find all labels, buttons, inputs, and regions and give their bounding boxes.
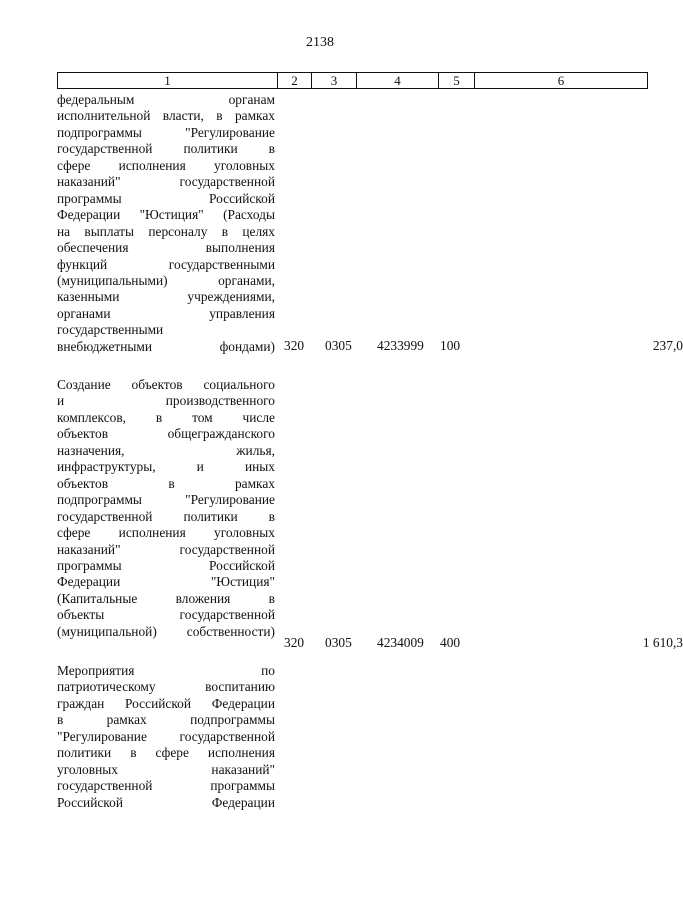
desc-line: исполнительной власти, в рамках (57, 108, 275, 124)
desc-line: (Капитальные вложения в (57, 590, 275, 606)
desc-line: государственной программы (57, 778, 275, 794)
row-description (57, 92, 275, 355)
desc-line: программы Российской (57, 557, 275, 573)
desc-line: федеральным органам (57, 92, 275, 107)
header-col-1: 1 (58, 73, 278, 88)
desc-line: объектов в рамках (57, 475, 275, 491)
desc-line: сфере исполнения уголовных (57, 525, 275, 541)
desc-line: объекты государственной (57, 607, 275, 623)
value-vr: 100 (440, 338, 461, 353)
desc-line: казенными учреждениями, (57, 289, 275, 305)
value-rz: 320 (284, 635, 305, 650)
desc-line: сфере исполнения уголовных (57, 157, 275, 173)
desc-line: программы Российской (57, 190, 275, 206)
desc-line: в рамках подпрограммы (57, 712, 275, 728)
desc-line: Федерации "Юстиция" (57, 574, 275, 590)
desc-line: объектов общегражданского (57, 426, 275, 442)
value-pr: 0305 (325, 635, 352, 650)
desc-line: государственной политики в (57, 508, 275, 524)
table-header (57, 72, 648, 89)
value-csr: 4233999 (377, 338, 424, 353)
header-col-5: 5 (439, 73, 475, 88)
desc-line: комплексов, в том числе (57, 409, 275, 425)
desc-line: назначения, жилья, (57, 442, 275, 458)
desc-line: инфраструктуры, и иных (57, 459, 275, 475)
desc-line: и производственного (57, 393, 275, 409)
desc-line: внебюджетными фондами) (57, 338, 275, 354)
page-number: 2138 (306, 35, 334, 50)
desc-line: обеспечения выполнения (57, 240, 275, 256)
desc-line: подпрограммы "Регулирование (57, 492, 275, 508)
value-pr: 0305 (325, 338, 352, 353)
desc-line: патриотическому воспитанию (57, 679, 275, 695)
desc-line: Мероприятия по (57, 663, 275, 678)
value-sum: 237,0 (652, 338, 683, 353)
desc-line: граждан Российской Федерации (57, 695, 275, 711)
desc-line: государственной политики в (57, 141, 275, 157)
desc-line: на выплаты персоналу в целях (57, 223, 275, 239)
header-col-2: 2 (278, 73, 312, 88)
desc-line: политики в сфере исполнения (57, 745, 275, 761)
row-description (57, 377, 275, 640)
row-description (57, 663, 275, 811)
value-csr: 4234009 (377, 635, 424, 650)
desc-line: (муниципальной) собственности) (57, 623, 275, 639)
value-rz: 320 (284, 338, 305, 353)
header-col-3: 3 (312, 73, 357, 88)
desc-line: функций государственными (57, 256, 275, 272)
header-col-6: 6 (557, 73, 565, 88)
value-sum: 1 610,3 (642, 635, 683, 650)
value-vr: 400 (440, 635, 461, 650)
desc-line: "Регулирование государственной (57, 728, 275, 744)
desc-line: Создание объектов социального (57, 377, 275, 392)
desc-line: наказаний" государственной (57, 174, 275, 190)
desc-line: государственными (57, 322, 164, 338)
desc-line: (муниципальными) органами, (57, 272, 275, 288)
desc-line: уголовных наказаний" (57, 761, 275, 777)
desc-line: подпрограммы "Регулирование (57, 124, 275, 140)
desc-line: Российской Федерации (57, 794, 275, 810)
desc-line: наказаний" государственной (57, 541, 275, 557)
desc-line: органами управления (57, 305, 275, 321)
desc-line: Федерации "Юстиция" (Расходы (57, 207, 275, 223)
header-col-4: 4 (357, 73, 439, 88)
